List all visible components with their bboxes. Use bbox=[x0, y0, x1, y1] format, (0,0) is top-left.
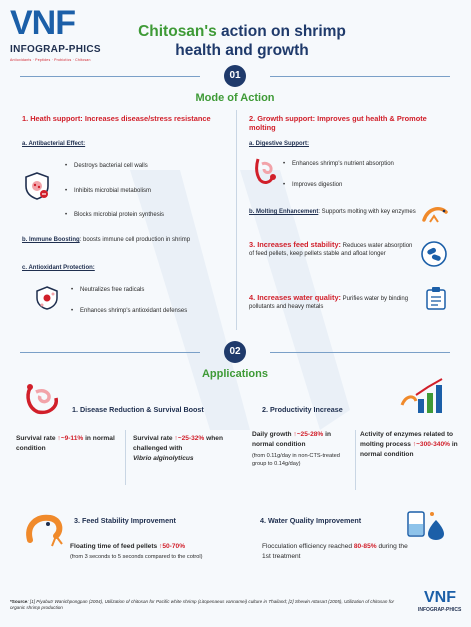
feed-stability-text: 3. Increases feed stability: Reduces water absorption of feed pellets, keep pellets stable and afloat longer bbox=[249, 240, 413, 257]
floating-time-note: (from 3 seconds to 5 seconds compared to the cotrol) bbox=[70, 554, 203, 560]
shrimp-icon bbox=[22, 510, 66, 550]
divider-line bbox=[270, 76, 450, 77]
divider-line bbox=[270, 352, 450, 353]
brand-tagline: Antioxidants · Peptides · Probiotics · Chitosan bbox=[10, 58, 91, 62]
card-divider bbox=[355, 430, 356, 490]
shield-bacteria-icon bbox=[24, 172, 50, 200]
card-feed-stability-title: 3. Feed Stability Improvement bbox=[74, 516, 176, 525]
flocculation-stat: Flocculation efficiency reached 80-85% during the 1st treatment bbox=[262, 543, 408, 560]
section-title: Applications bbox=[201, 368, 268, 380]
antibacterial-item: • Inhibits microbial metabolism bbox=[74, 187, 224, 195]
water-quality-text: 4. Increases water quality: Purifies water by binding pollutants and heavy metals bbox=[249, 293, 409, 310]
survival-rate-normal: Survival rate ↑~9-11% in normal condition bbox=[16, 435, 115, 452]
page-title: Chitosan's action on shrimp health and growth bbox=[138, 23, 346, 59]
card-productivity-title: 2. Productivity Increase bbox=[262, 405, 343, 414]
immune-boosting-text: b. Immune Boosting: boosts immune cell production in shrimp bbox=[22, 237, 191, 243]
footer-logo: VNF bbox=[424, 589, 456, 606]
water-flocculation-icon bbox=[402, 506, 446, 542]
card-disease-reduction-title: 1. Disease Reduction & Survival Boost bbox=[72, 405, 204, 414]
brand-logo: VNF bbox=[10, 4, 75, 42]
growth-support-heading: 2. Growth support: Improves gut health & Promote molting bbox=[249, 114, 427, 132]
antibacterial-title: a. Antibacterial Effect: bbox=[22, 141, 86, 147]
antioxidant-item: • Enhances shrimp's antioxidant defenses bbox=[80, 307, 230, 315]
productivity-chart-icon bbox=[398, 375, 450, 415]
molting-enzyme-stat: Activity of enzymes related to molting process ↑~300-340% in normal condition bbox=[360, 431, 458, 458]
intestine-icon bbox=[24, 382, 62, 416]
card-water-quality-title: 4. Water Quality Improvement bbox=[260, 516, 362, 525]
water-test-icon bbox=[424, 285, 448, 311]
feed-pellets-icon bbox=[420, 240, 448, 268]
antibacterial-item: • Blocks microbial protein synthesis bbox=[74, 211, 224, 219]
digestive-support-title: a. Digestive Support: bbox=[249, 141, 310, 147]
floating-time-stat: Floating time of feed pellets ↑50-70% bbox=[70, 543, 186, 550]
daily-growth-stat: Daily growth ↑~25-28% in normal condition bbox=[252, 431, 331, 448]
digestive-item: • Enhances shrimp's nutrient absorption bbox=[292, 160, 452, 168]
health-support-heading: 1. Heath support: Increases disease/stress resistance bbox=[22, 114, 211, 123]
section-number-badge: 01 bbox=[224, 65, 246, 87]
footer-logo-sub: INFOGRAP-PHICS bbox=[418, 607, 462, 613]
antibacterial-item: • Destroys bacterial cell walls bbox=[74, 162, 224, 170]
molting-enhancement-text: b. Molting Enhancement: Supports molting with key enzymes bbox=[249, 209, 416, 215]
digestive-item: • Improves digestion bbox=[292, 181, 452, 189]
antioxidant-item: • Neutralizes free radicals bbox=[80, 286, 230, 294]
section-number-badge: 02 bbox=[224, 341, 246, 363]
antioxidant-shield-icon bbox=[34, 285, 60, 311]
divider-line bbox=[20, 352, 200, 353]
card-divider bbox=[125, 430, 126, 485]
molting-shrimp-icon bbox=[420, 202, 450, 226]
column-divider bbox=[236, 110, 237, 330]
section-title: Mode of Action bbox=[195, 92, 275, 104]
daily-growth-note: (from 0.11g/day in non-CTS-treated group to 0.14g/day) bbox=[252, 453, 340, 467]
divider-line bbox=[20, 76, 200, 77]
survival-rate-challenged: Survival rate ↑~25-32% when challenged with Vibrio alginolyticus bbox=[133, 435, 223, 462]
digestive-system-icon bbox=[252, 156, 278, 186]
source-citation: *Source: [1] Piyabutr Wanichpongpan (2004), Utilization of chitosan for Pacific white shrimp (Litopenaeus vannamei) culture in Thailand; [2] Shewin Attasart (2005), Utilization of chitosan for organic shrimp production bbox=[10, 599, 395, 610]
antioxidant-title: c. Antioxidant Protection: bbox=[22, 265, 95, 271]
brand-logo-sub: INFOGRAP-PHICS bbox=[10, 44, 101, 55]
